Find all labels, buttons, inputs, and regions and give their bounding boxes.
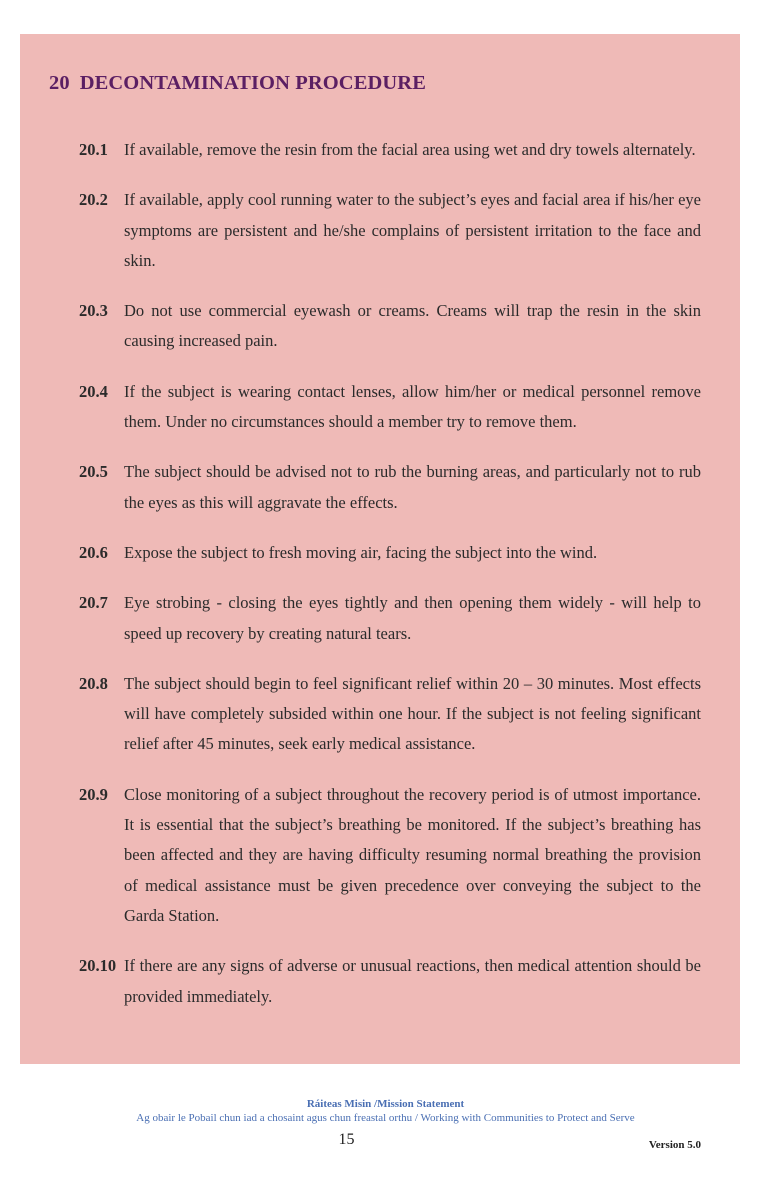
list-item <box>79 951 701 1012</box>
item-number: 20.10 <box>79 956 117 976</box>
list-item <box>79 669 701 760</box>
list-item <box>79 377 701 438</box>
section-heading <box>49 72 426 95</box>
list-item <box>79 296 701 357</box>
section-number: 20 <box>49 72 70 94</box>
list-item <box>79 538 701 568</box>
item-text: Eye strobing - closing the eyes tightly and then opening them widely - will help to speed up recovery by creating natural tears. <box>124 593 701 643</box>
item-text: The subject should be advised not to rub the burning areas, and particularly not to rub the eyes as this will aggravate the effects. <box>124 462 701 512</box>
list-item <box>79 457 701 518</box>
item-text: If available, apply cool running water to the subject’s eyes and facial area if his/her eye symptoms are persistent and he/she complains of persistent irritation to the face and skin. <box>124 190 701 270</box>
page-number: 15 <box>338 1131 355 1148</box>
mission-statement-title: Ráiteas Misin /Mission Statement <box>306 1098 465 1110</box>
section-title: DECONTAMINATION PROCEDURE <box>79 72 426 94</box>
item-number: 20.7 <box>79 593 108 613</box>
item-number: 20.4 <box>79 381 108 401</box>
item-number: 20.3 <box>79 301 108 321</box>
item-text: If there are any signs of adverse or unusual reactions, then medical attention should be provided immediately. <box>124 956 701 1006</box>
item-number: 20.6 <box>79 542 108 562</box>
item-text: Close monitoring of a subject throughout the recovery period is of utmost importance. It is essential that the subject’s breathing be monitored. If the subject’s breathing has been affected and they are having difficulty resuming normal breathing the provision of medical assistance must be given precedence over conveying the subject to the Garda Station. <box>124 784 701 925</box>
item-number: 20.5 <box>79 462 108 482</box>
item-number: 20.1 <box>79 140 108 159</box>
list-item <box>79 135 701 165</box>
item-text: Do not use commercial eyewash or creams. Creams will trap the resin in the skin causing increased pain. <box>124 301 701 351</box>
list-item <box>79 185 701 276</box>
content-panel <box>20 34 740 1064</box>
mission-statement-text: Ag obair le Pobail chun iad a chosaint agus chun freastal orthu / Working with Communities to Protect and Serve <box>136 1112 635 1124</box>
version-label: Version 5.0 <box>648 1139 701 1151</box>
item-text: Expose the subject to fresh moving air, facing the subject into the wind. <box>124 542 598 562</box>
item-text: If the subject is wearing contact lenses, allow him/her or medical personnel remove them. Under no circumstances should a member try to remove them. <box>124 381 701 432</box>
list-item <box>79 780 701 931</box>
list-item <box>79 588 701 649</box>
item-text: The subject should begin to feel significant relief within 20 – 30 minutes. Most effects will have completely subsided within one hour. If the subject is not feeling significant relief after 45 minutes, seek early medical assistance. <box>124 673 701 754</box>
item-text: If available, remove the resin from the facial area using wet and dry towels alternately. <box>124 140 696 159</box>
item-number: 20.8 <box>79 673 108 693</box>
item-number: 20.9 <box>79 784 108 804</box>
procedure-list <box>79 135 701 1032</box>
item-number: 20.2 <box>79 190 108 210</box>
